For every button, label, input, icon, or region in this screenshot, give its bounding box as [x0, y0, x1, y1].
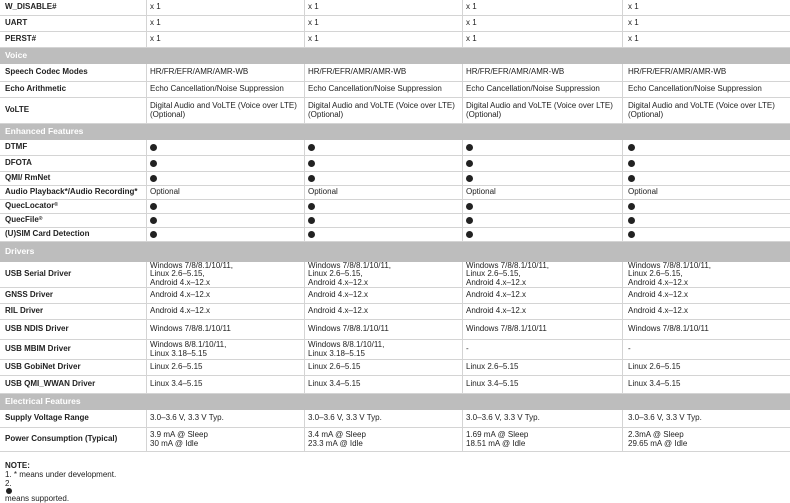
value-text: Linux 2.6–5.15: [466, 362, 519, 372]
value-cell: [622, 82, 790, 97]
table-row: [0, 186, 790, 200]
value-text: (Optional): [308, 109, 344, 119]
value-text: Windows 7/8/8.1/10/11: [628, 324, 709, 334]
row-label: Power Consumption (Typical): [5, 434, 118, 444]
value-cell: [146, 172, 304, 185]
value-cell: [622, 186, 790, 199]
value-cell: [146, 98, 304, 123]
registered-mark: ®: [54, 202, 59, 209]
table-row: [0, 410, 790, 428]
value-cell: [146, 82, 304, 97]
table-row: [0, 428, 790, 452]
bullet-icon: [466, 217, 473, 224]
value-text: Linux 3.4–5.15: [466, 379, 519, 389]
bullet-icon: [628, 217, 635, 224]
row-label: GNSS Driver: [5, 290, 54, 300]
value-text: Android 4.x–12.x: [628, 306, 689, 316]
value-text: Windows 7/8/8.1/10/11,: [308, 260, 392, 270]
value-cell: [622, 340, 790, 359]
value-text: Optional: [466, 187, 496, 197]
value-text: Linux 3.4–5.15: [150, 379, 203, 389]
table-row: [0, 16, 790, 32]
value-text: 3.0–3.6 V, 3.3 V Typ.: [628, 413, 702, 423]
table-row: [0, 320, 790, 340]
value-cell: [146, 186, 304, 199]
bullet-icon: [466, 144, 473, 151]
value-cell: [304, 98, 462, 123]
value-text: x 1: [150, 34, 161, 44]
row-label: Audio Playback*/Audio Recording*: [5, 187, 138, 197]
table-row: [0, 200, 790, 214]
value-cell: [622, 172, 790, 185]
value-text: Android 4.x–12.x: [150, 306, 211, 316]
table-row: [0, 172, 790, 186]
value-cell: [622, 376, 790, 393]
value-text: Linux 2.6–5.15: [628, 362, 681, 372]
value-text: 23.3 mA @ Idle: [308, 438, 363, 448]
value-cell: [462, 376, 622, 393]
value-text: Windows 7/8/8.1/10/11,: [466, 260, 550, 270]
value-cell: [462, 410, 622, 427]
value-cell: [304, 376, 462, 393]
value-cell: [304, 186, 462, 199]
value-text: 2.3mA @ Sleep: [628, 429, 684, 439]
value-text: Linux 2.6–5.15,: [150, 269, 205, 279]
value-cell: [622, 214, 790, 227]
value-cell: [304, 360, 462, 375]
bullet-icon: [308, 203, 315, 210]
row-label: RIL Driver: [5, 306, 44, 316]
value-text: Android 4.x–12.x: [466, 277, 527, 287]
value-cell: [462, 360, 622, 375]
value-text: Linux 3.4–5.15: [308, 379, 361, 389]
value-text: Android 4.x–12.x: [308, 306, 369, 316]
value-cell: [304, 228, 462, 241]
bullet-icon: [150, 231, 157, 238]
value-text: Linux 3.4–5.15: [628, 379, 681, 389]
value-cell: [462, 304, 622, 319]
value-cell: [304, 140, 462, 155]
row-label: UART: [5, 18, 28, 28]
bullet-icon: [308, 217, 315, 224]
value-text: (Optional): [150, 109, 186, 119]
value-text: x 1: [150, 18, 161, 28]
value-text: x 1: [466, 18, 477, 28]
value-cell: [622, 200, 790, 213]
value-cell: [462, 82, 622, 97]
value-cell: [304, 340, 462, 359]
row-label: QuecFile®: [5, 215, 43, 225]
value-text: -: [628, 344, 631, 354]
section-header: [0, 242, 790, 262]
bullet-icon: [308, 144, 315, 151]
value-cell: [304, 262, 462, 287]
value-cell: [304, 16, 462, 31]
value-text: x 1: [308, 2, 319, 12]
value-cell: [146, 262, 304, 287]
value-cell: [622, 228, 790, 241]
value-text: 1.69 mA @ Sleep: [466, 429, 529, 439]
value-cell: [622, 262, 790, 287]
value-text: Echo Cancellation/Noise Suppression: [628, 84, 762, 94]
value-text: Linux 2.6–5.15,: [466, 269, 521, 279]
table-row: [0, 140, 790, 156]
value-text: x 1: [628, 18, 639, 28]
value-cell: [462, 16, 622, 31]
value-cell: [146, 32, 304, 47]
value-cell: [462, 200, 622, 213]
value-text: Linux 2.6–5.15: [150, 362, 203, 372]
value-text: HR/FR/EFR/AMR/AMR-WB: [466, 67, 565, 77]
value-text: HR/FR/EFR/AMR/AMR-WB: [628, 67, 727, 77]
value-text: Digital Audio and VoLTE (Voice over LTE): [466, 100, 613, 110]
bullet-icon: [150, 144, 157, 151]
value-cell: [462, 64, 622, 81]
value-text: Windows 7/8/8.1/10/11: [466, 324, 547, 334]
value-cell: [146, 214, 304, 227]
value-cell: [304, 288, 462, 303]
bullet-icon: [628, 203, 635, 210]
row-label: (U)SIM Card Detection: [5, 229, 90, 239]
value-cell: [462, 228, 622, 241]
value-cell: [622, 16, 790, 31]
value-cell: [462, 320, 622, 339]
value-cell: [462, 140, 622, 155]
value-text: Linux 3.18–5.15: [308, 348, 365, 358]
value-text: Digital Audio and VoLTE (Voice over LTE): [308, 100, 455, 110]
value-text: 3.9 mA @ Sleep: [150, 429, 208, 439]
row-label: USB NDIS Driver: [5, 324, 69, 334]
value-cell: [304, 200, 462, 213]
bullet-icon: [150, 160, 157, 167]
value-text: Linux 3.18–5.15: [150, 348, 207, 358]
value-text: Android 4.x–12.x: [466, 306, 527, 316]
row-label: USB QMI_WWAN Driver: [5, 379, 96, 389]
value-cell: [146, 16, 304, 31]
value-text: Android 4.x–12.x: [308, 290, 369, 300]
value-text: x 1: [308, 34, 319, 44]
row-label: Supply Voltage Range: [5, 413, 89, 423]
value-cell: [146, 200, 304, 213]
value-cell: [146, 0, 304, 15]
value-text: Linux 2.6–5.15,: [628, 269, 683, 279]
value-cell: [304, 320, 462, 339]
value-cell: [462, 214, 622, 227]
bullet-icon: [628, 175, 635, 182]
row-label: Speech Codec Modes: [5, 67, 88, 77]
value-cell: [146, 140, 304, 155]
bullet-icon: [628, 160, 635, 167]
table-row: [0, 0, 790, 16]
value-cell: [304, 156, 462, 171]
bullet-icon: [466, 231, 473, 238]
value-text: Echo Cancellation/Noise Suppression: [150, 84, 284, 94]
section-title: Drivers: [5, 246, 35, 257]
row-label: DFOTA: [5, 158, 32, 168]
table-row: [0, 156, 790, 172]
value-cell: [462, 288, 622, 303]
value-text: Echo Cancellation/Noise Suppression: [308, 84, 442, 94]
value-cell: [146, 288, 304, 303]
value-cell: [304, 304, 462, 319]
value-text: Android 4.x–12.x: [466, 290, 527, 300]
note-1: 1. * means under development.: [5, 470, 117, 479]
value-cell: [146, 360, 304, 375]
value-cell: [622, 0, 790, 15]
value-text: Android 4.x–12.x: [150, 290, 211, 300]
value-cell: [462, 428, 622, 451]
bullet-icon: [628, 231, 635, 238]
value-text: -: [466, 344, 469, 354]
table-row: [0, 360, 790, 376]
value-cell: [146, 376, 304, 393]
value-cell: [622, 156, 790, 171]
value-cell: [622, 140, 790, 155]
value-cell: [304, 172, 462, 185]
value-cell: [622, 304, 790, 319]
value-cell: [462, 0, 622, 15]
value-text: Android 4.x–12.x: [150, 277, 211, 287]
value-cell: [462, 172, 622, 185]
bullet-icon: [150, 217, 157, 224]
value-text: x 1: [628, 2, 639, 12]
value-text: Digital Audio and VoLTE (Voice over LTE): [628, 100, 775, 110]
row-label: VoLTE: [5, 105, 30, 115]
table-row: [0, 32, 790, 48]
value-text: 29.65 mA @ Idle: [628, 438, 688, 448]
value-text: Linux 2.6–5.15: [308, 362, 361, 372]
value-text: 30 mA @ Idle: [150, 438, 199, 448]
value-text: Windows 8/8.1/10/11,: [150, 339, 227, 349]
table-row: [0, 228, 790, 242]
value-cell: [622, 428, 790, 451]
value-cell: [622, 64, 790, 81]
bullet-icon: [308, 175, 315, 182]
value-cell: [622, 360, 790, 375]
value-text: Windows 7/8/8.1/10/11: [150, 324, 231, 334]
value-text: (Optional): [466, 109, 502, 119]
table-row: [0, 214, 790, 228]
section-header: [0, 48, 790, 64]
row-label: QuecLocator®: [5, 201, 59, 211]
value-text: HR/FR/EFR/AMR/AMR-WB: [150, 67, 249, 77]
row-label: USB MBIM Driver: [5, 344, 71, 354]
value-cell: [146, 320, 304, 339]
value-cell: [146, 428, 304, 451]
bullet-icon: [150, 203, 157, 210]
value-text: Optional: [628, 187, 658, 197]
value-cell: [304, 64, 462, 81]
table-row: [0, 376, 790, 394]
value-cell: [304, 428, 462, 451]
value-cell: [462, 262, 622, 287]
section-title: Voice: [5, 50, 28, 61]
value-cell: [146, 64, 304, 81]
row-label: USB Serial Driver: [5, 269, 72, 279]
bullet-icon: [308, 231, 315, 238]
row-label: QMI/ RmNet: [5, 173, 51, 183]
value-text: 3.0–3.6 V, 3.3 V Typ.: [150, 413, 224, 423]
bullet-icon: [466, 203, 473, 210]
table-row: [0, 288, 790, 304]
value-cell: [304, 410, 462, 427]
table-row: [0, 262, 790, 288]
value-cell: [462, 156, 622, 171]
value-cell: [146, 340, 304, 359]
value-cell: [304, 214, 462, 227]
notes-title: NOTE:: [5, 461, 30, 470]
bullet-icon: [466, 160, 473, 167]
value-text: Optional: [150, 187, 180, 197]
table-row: [0, 98, 790, 124]
registered-mark: ®: [38, 216, 43, 223]
value-cell: [622, 410, 790, 427]
value-text: x 1: [628, 34, 639, 44]
row-label: PERST#: [5, 34, 37, 44]
value-text: Echo Cancellation/Noise Suppression: [466, 84, 600, 94]
notes: [5, 461, 116, 503]
value-text: Optional: [308, 187, 338, 197]
bullet-icon: [628, 144, 635, 151]
value-text: (Optional): [628, 109, 664, 119]
value-cell: [462, 32, 622, 47]
value-text: HR/FR/EFR/AMR/AMR-WB: [308, 67, 407, 77]
value-cell: [304, 32, 462, 47]
value-cell: [146, 156, 304, 171]
table-row: [0, 340, 790, 360]
value-text: 3.0–3.6 V, 3.3 V Typ.: [466, 413, 540, 423]
value-text: Linux 2.6–5.15,: [308, 269, 363, 279]
value-text: 18.51 mA @ Idle: [466, 438, 526, 448]
note-2: 2. means supported.: [5, 479, 70, 503]
value-text: x 1: [308, 18, 319, 28]
value-cell: [462, 186, 622, 199]
value-text: Android 4.x–12.x: [628, 277, 689, 287]
value-cell: [146, 228, 304, 241]
value-text: 3.4 mA @ Sleep: [308, 429, 366, 439]
value-cell: [622, 288, 790, 303]
value-text: Windows 7/8/8.1/10/11,: [628, 260, 712, 270]
bullet-icon: [308, 160, 315, 167]
value-cell: [146, 410, 304, 427]
row-label: Echo Arithmetic: [5, 84, 67, 94]
value-cell: [462, 98, 622, 123]
value-cell: [462, 340, 622, 359]
value-text: x 1: [150, 2, 161, 12]
value-text: Windows 8/8.1/10/11,: [308, 339, 385, 349]
bullet-icon: [150, 175, 157, 182]
value-text: Windows 7/8/8.1/10/11: [308, 324, 389, 334]
value-cell: [622, 32, 790, 47]
bullet-icon: [466, 175, 473, 182]
row-label: W_DISABLE#: [5, 2, 57, 12]
value-text: Android 4.x–12.x: [628, 290, 689, 300]
section-header: [0, 394, 790, 410]
value-text: x 1: [466, 2, 477, 12]
value-cell: [622, 98, 790, 123]
value-text: x 1: [466, 34, 477, 44]
value-cell: [146, 304, 304, 319]
table-row: [0, 304, 790, 320]
value-cell: [304, 0, 462, 15]
row-label: USB GobiNet Driver: [5, 362, 81, 372]
table-row: [0, 64, 790, 82]
row-label: DTMF: [5, 142, 28, 152]
value-cell: [622, 320, 790, 339]
value-text: 3.0–3.6 V, 3.3 V Typ.: [308, 413, 382, 423]
value-text: Digital Audio and VoLTE (Voice over LTE): [150, 100, 297, 110]
value-text: Android 4.x–12.x: [308, 277, 369, 287]
section-title: Electrical Features: [5, 396, 81, 407]
table-row: [0, 82, 790, 98]
section-title: Enhanced Features: [5, 126, 84, 137]
value-text: Windows 7/8/8.1/10/11,: [150, 260, 234, 270]
section-header: [0, 124, 790, 140]
value-cell: [304, 82, 462, 97]
